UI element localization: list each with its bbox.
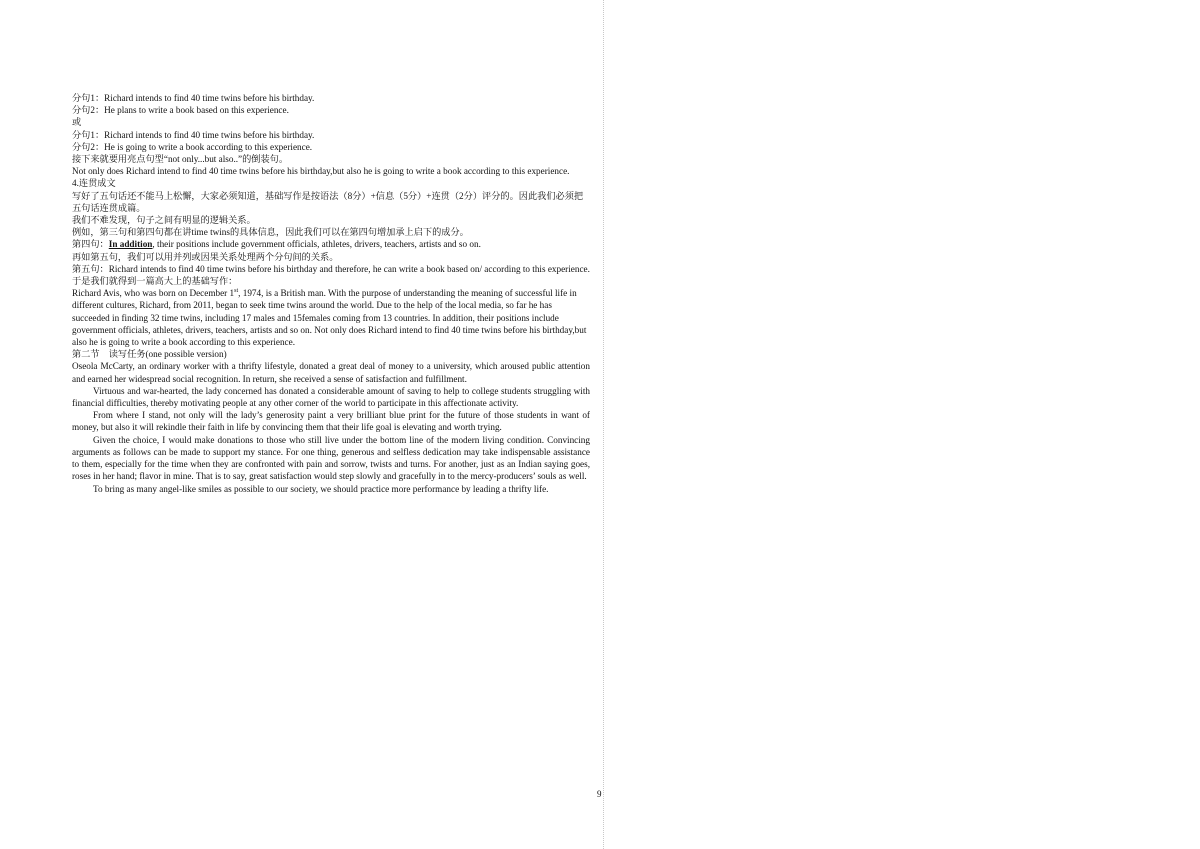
instruction-line: 例如，第三句和第四句都在讲time twins的具体信息，因此我们可以在第四句增加承上启下的成分。	[72, 227, 469, 238]
essay-paragraph	[72, 287, 590, 348]
instruction-line: 接下来就要用亮点句型“not only...but also..”的倒装句。	[72, 154, 289, 165]
in-addition-highlight: In addition	[108, 239, 153, 250]
essay-paragraph: From where I stand, not only will the lady’s generosity paint a very brilliant blue print for the future of those students in want of money, but also it will rekindle their faith in life by convincing them that their life goal is elevating and worth trying.	[72, 410, 590, 433]
fourth-sentence-rest: , their positions include government officials, athletes, drivers, teachers, artists and so on.	[152, 239, 481, 250]
instruction-paragraph: 写好了五句话还不能马上松懈，大家必须知道，基础写作是按语法（8分）+信息（5分）+连贯（2分）评分的。因此我们必须把五句话连贯成篇。	[72, 190, 584, 213]
clause-line: 分句2：He plans to write a book based on this experience.	[72, 105, 289, 116]
fourth-sentence-prefix: 第四句：	[72, 239, 109, 250]
document-body	[72, 92, 590, 495]
or-line: 或	[72, 117, 82, 128]
essay-superscript: st	[234, 288, 239, 295]
instruction-line: 于是我们就得到一篇高大上的基础写作：	[72, 276, 238, 287]
essay-paragraph: To bring as many angel-like smiles as possible to our society, we should practice more performance by leading a thrifty life.	[93, 483, 549, 494]
clause-line: 分句1：Richard intends to find 40 time twins before his birthday.	[72, 93, 315, 103]
fold-divider	[603, 0, 604, 849]
clause-line: 分句2：He is going to write a book according to this experience.	[72, 141, 313, 152]
instruction-line: 再如第五句，我们可以用并列或因果关系处理两个分句间的关系。	[72, 251, 339, 262]
essay-paragraph: Given the choice, I would make donations to those who still live under the bottom line of the modern living condition. Convincing arguments as follows can be made to support my stance. For one thing, generous and selfless dedication may take indispensable assistance to them, especially for the time when they are confronted with pain and sorrow, twists and turns. For another, just as an Indian saying goes, roses in her hand; flavor in mine. That is to say, great satisfaction would step slowly and gracefully in to the mercy-producers’ souls as well.	[72, 434, 590, 482]
section-heading: 4.连贯成文	[72, 178, 116, 189]
fourth-sentence	[72, 238, 590, 250]
fifth-sentence: 第五句：Richard intends to find 40 time twins before his birthday and therefore, he can write a book based on/ according to this experience.	[72, 263, 590, 274]
combined-sentence: Not only does Richard intend to find 40 time twins before his birthday,but also he is going to write a book according to this experience.	[72, 166, 570, 177]
page-number: 9	[597, 789, 602, 799]
instruction-line: 我们不难发现，句子之间有明显的逻辑关系。	[72, 215, 256, 226]
essay-paragraph: Virtuous and war-hearted, the lady concerned has donated a considerable amount of saving to help to college students struggling with financial difficulties, thereby motivating people at any other corner of the world to participate in this affectionate activity.	[72, 385, 590, 409]
essay-text-b: , 1974, is a British man. With the purpose of understanding the meaning of successful life in different cultures, Richard, from 2011, began to seek time twins around the world. Due to the help of the local media, so far he has succeeded in finding 32 time twins, including 17 males and 15females coming from 13 countries. In addition, their positions include government officials, athletes, drivers, teachers, artists and so on. Not only does Richard intend to find 40 time twins before his birthday,but also he is going to write a book according to this experience.	[72, 288, 587, 348]
section-heading: 第二节 读写任务(one possible version)	[72, 349, 227, 360]
clause-line: 分句1：Richard intends to find 40 time twins before his birthday.	[72, 129, 315, 140]
essay-paragraph: Oseola McCarty, an ordinary worker with a thrifty lifestyle, donated a great deal of money to a university, which aroused public attention and earned her widespread social recognition. In return, she received a sense of satisfaction and fulfillment.	[72, 361, 590, 384]
essay-text-a: Richard Avis, who was born on December 1	[72, 288, 235, 299]
